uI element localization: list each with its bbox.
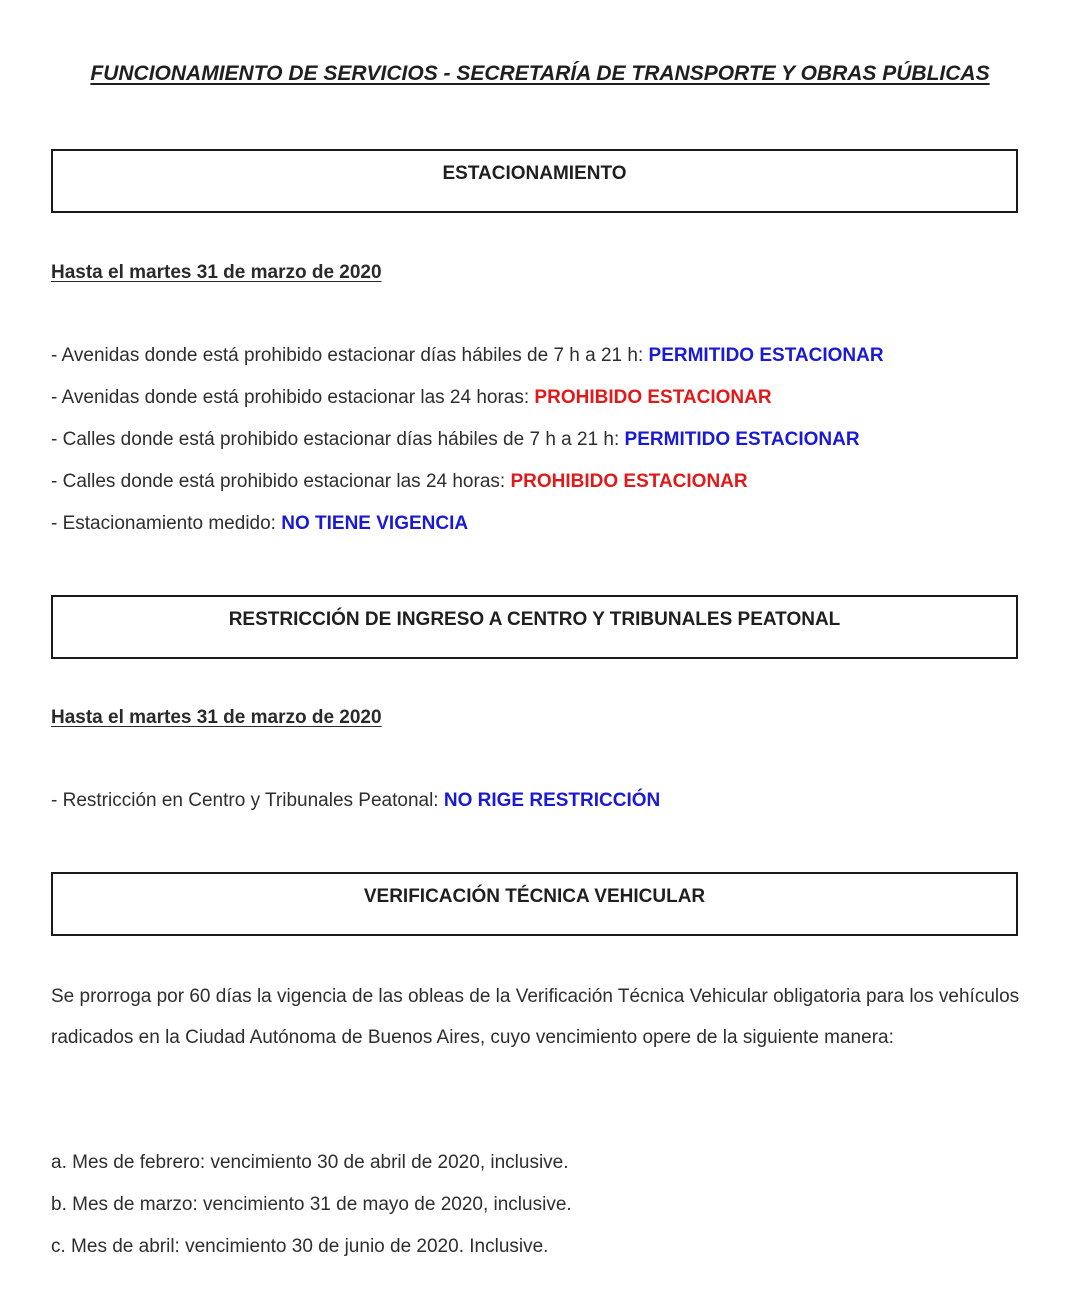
section-header-estacionamiento: ESTACIONAMIENTO [442, 163, 627, 184]
item-text: - Avenidas donde está prohibido estacionar las 24 horas: [51, 387, 535, 408]
list-item [51, 345, 884, 367]
section-header-box-restriccion [51, 595, 1018, 659]
section-header-restriccion: RESTRICCIÓN DE INGRESO A CENTRO Y TRIBUNALES PEATONAL [228, 609, 841, 630]
status-label: PROHIBIDO ESTACIONAR [510, 471, 748, 492]
section-date-estacionamiento: Hasta el martes 31 de marzo de 2020 [51, 262, 382, 283]
list-item [51, 513, 468, 535]
item-text: - Calles donde está prohibido estacionar días hábiles de 7 h a 21 h: [51, 429, 625, 450]
status-label: PERMITIDO ESTACIONAR [648, 345, 884, 366]
item-text: - Estacionamiento medido: [51, 513, 282, 534]
list-item [51, 471, 748, 493]
list-item [51, 387, 772, 409]
section-header-box-estacionamiento [51, 149, 1018, 213]
status-label: PROHIBIDO ESTACIONAR [534, 387, 772, 408]
document-title: FUNCIONAMIENTO DE SERVICIOS - SECRETARÍA DE TRANSPORTE Y OBRAS PÚBLICAS [90, 62, 990, 85]
section-date-restriccion: Hasta el martes 31 de marzo de 2020 [51, 707, 382, 728]
status-label: PERMITIDO ESTACIONAR [624, 429, 860, 450]
vtv-paragraph: Se prorroga por 60 días la vigencia de las obleas de la Verificación Técnica Vehicular obligatoria para los vehículos radicados en la Ciudad Autónoma de Buenos Aires, cuyo vencimiento opere de la siguiente manera: [51, 986, 1020, 1048]
item-text: - Avenidas donde está prohibido estacionar días hábiles de 7 h a 21 h: [51, 345, 649, 366]
list-item: b. Mes de marzo: vencimiento 31 de mayo de 2020, inclusive. [51, 1194, 572, 1215]
list-item [51, 790, 660, 812]
item-text: - Calles donde está prohibido estacionar las 24 horas: [51, 471, 511, 492]
list-item [51, 429, 860, 451]
list-item: a. Mes de febrero: vencimiento 30 de abril de 2020, inclusive. [51, 1152, 569, 1173]
list-item: c. Mes de abril: vencimiento 30 de junio de 2020. Inclusive. [51, 1236, 549, 1257]
section-header-box-vtv [51, 872, 1018, 936]
item-text: - Restricción en Centro y Tribunales Peatonal: [51, 790, 444, 811]
section-header-vtv: VERIFICACIÓN TÉCNICA VEHICULAR [363, 886, 706, 907]
status-label: NO RIGE RESTRICCIÓN [443, 790, 661, 811]
status-label: NO TIENE VIGENCIA [281, 513, 469, 534]
